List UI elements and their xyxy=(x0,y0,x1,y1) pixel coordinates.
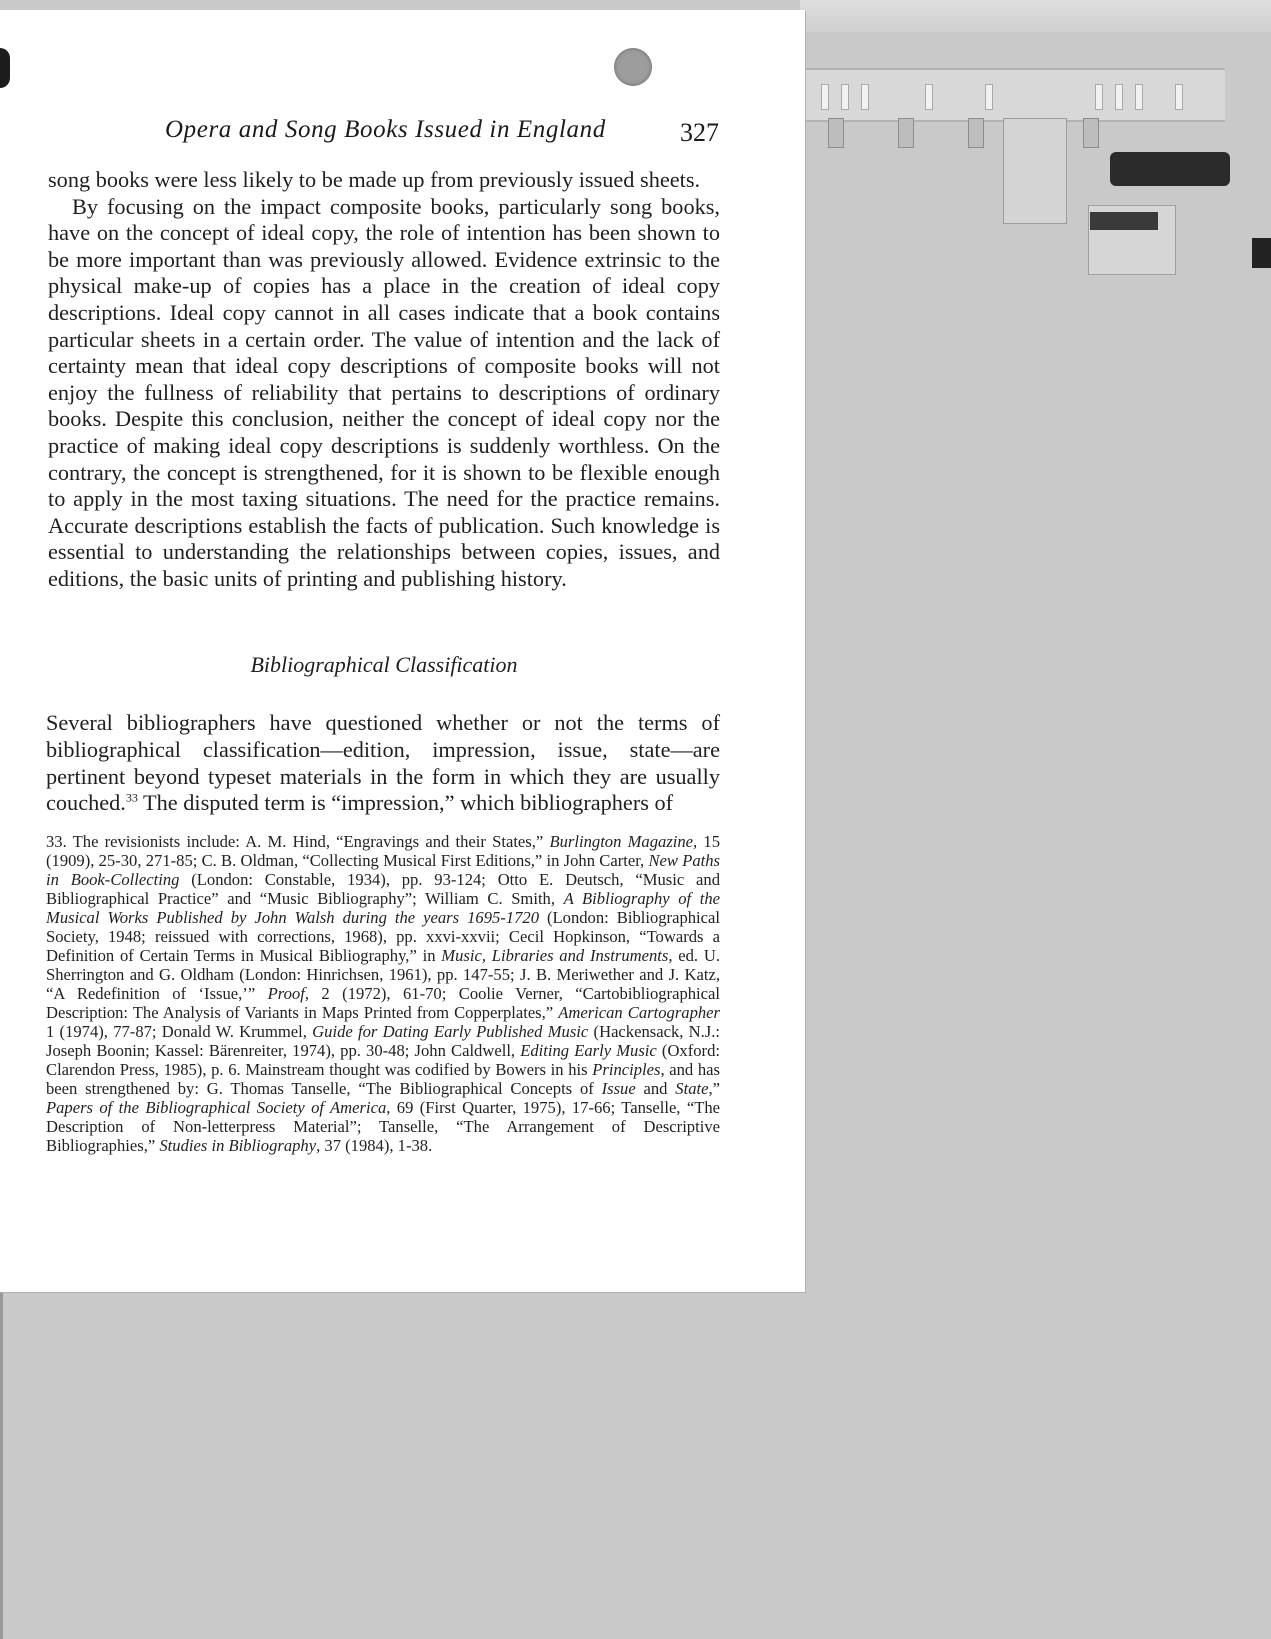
scanner-tab xyxy=(828,118,844,148)
binding-edge-mark xyxy=(0,48,10,88)
footnote-text: (Hackensack, N.J.: Joseph Boonin; Kassel: Bärenreiter, 1974), pp. 30-48; John Caldwell, xyxy=(46,1022,721,1060)
scanner-tab xyxy=(898,118,914,148)
footnote-title: Editing Early Music xyxy=(520,1041,657,1060)
scanned-page xyxy=(0,10,805,1292)
footnote-text: , and has been strengthened by: G. Thomas Tanselle, “The Bibliographical Concepts of xyxy=(46,1060,721,1098)
rail-slot xyxy=(985,84,993,110)
paragraph-conclusion: By focusing on the impact composite books, particularly song books, have on the concept of ideal copy, the role of intention has been shown to be more important than was previously allowed. Evidence extrinsic to the physical make-up of copies has a place in the creation of ideal copy descriptions. Ideal copy cannot in all cases indicate that a book contains particular sheets in a certain order. The value of intention and the lack of certainty mean that ideal copy descriptions of composite books will not enjoy the fullness of reliability that pertains to descriptions of ordinary books. Despite this conclusion, neither the concept of ideal copy nor the practice of making ideal copy descriptions is suddenly worthless. On the contrary, the concept is strengthened, for it is shown to be flexible enough to apply in the most taxing situations. The need for the practice remains. Accurate descriptions establish the facts of publication. Such knowledge is essential to understanding the relationships between copies, issues, and editions, the basic units of printing and publishing history. xyxy=(48,193,720,591)
paragraph-classification xyxy=(46,710,720,817)
footnote-title: A Bibliography of the Musical Works Published by John Walsh during the years 1695-1720 xyxy=(46,889,720,927)
footnote-text: 1 (1974), 77-87; Donald W. Krummel, xyxy=(46,1022,313,1041)
rail-slot xyxy=(1135,84,1143,110)
scanner-latch xyxy=(1003,118,1067,224)
footnote-text: , 2 (1972), 61-70; Coolie Verner, “Cartobibliographical Description: The Analysis of Variants in Maps Printed from Copperplates,” xyxy=(46,984,720,1022)
footnote-text: , 69 (First Quarter, 1975), 17-66; Tanselle, “The Description of Non-letterpress Material”; Tanselle, “The Arrangement of Descriptive Bibliographies,” xyxy=(46,1098,720,1155)
footnote-title: American Cartographer xyxy=(558,1003,720,1022)
scanner-sensor-strip xyxy=(1090,212,1158,230)
paragraph-continuation: song books were less likely to be made up from previously issued sheets. xyxy=(48,167,701,192)
footnote-text: ,” xyxy=(708,1079,720,1098)
footnote-title: Guide for Dating Early Published Music xyxy=(312,1022,589,1041)
footnote-title: Music, Libraries and Instruments xyxy=(441,946,669,965)
section-heading: Bibliographical Classification xyxy=(250,652,518,677)
footnote-title: Principles xyxy=(592,1060,661,1079)
footnote-text: and xyxy=(635,1079,676,1098)
rail-slot xyxy=(1115,84,1123,110)
scanner-tab xyxy=(968,118,984,148)
footnote-33 xyxy=(46,832,720,1155)
scanner-bed-edge xyxy=(0,1290,3,1639)
rail-slot xyxy=(821,84,829,110)
scanner-tab xyxy=(1083,118,1099,148)
rail-slot xyxy=(925,84,933,110)
footnote-title: New Paths in Book-Collecting xyxy=(46,851,720,889)
footnote-title: Issue xyxy=(601,1079,636,1098)
footnote-title: Papers of the Bibliographical Society of America xyxy=(46,1098,387,1117)
rail-slot xyxy=(841,84,849,110)
paragraph-classification-continued: The disputed term is “impression,” which bibliographers of xyxy=(137,790,674,816)
paragraph-classification-text: Several bibliographers have questioned whether or not the terms of bibliographical classification—edition, impression, issue, state—are pertinent beyond typeset materials in the form in which they are usually couched. xyxy=(46,710,720,816)
footnote-text: (London: Constable, 1934), pp. 93-124; Otto E. Deutsch, “Music and Bibliographical Practice” and “Music Bibliography”; William C. Smith, xyxy=(46,870,720,908)
footnote-text: , 37 (1984), 1-38. xyxy=(316,1136,433,1155)
footnote-reference: 33 xyxy=(125,790,138,805)
running-head-title: Opera and Song Books Issued in England xyxy=(165,116,606,143)
rail-slot xyxy=(1175,84,1183,110)
rail-slot xyxy=(861,84,869,110)
footnote-text: 33. The revisionists include: A. M. Hind, “Engravings and their States,” xyxy=(46,832,550,851)
footnote-title: State xyxy=(675,1079,709,1098)
scanner-rail xyxy=(805,68,1225,122)
footnote-text: (London: Bibliographical Society, 1948; reissued with corrections, 1968), pp. xxvi-xxvii; Cecil Hopkinson, “Towards a Definition of Certain Terms in Musical Bibliography,” in xyxy=(46,908,720,965)
footnote-title: Studies in Bibliography xyxy=(159,1136,317,1155)
footnote-title: Proof xyxy=(267,984,305,1003)
page-number: 327 xyxy=(680,118,719,147)
binder-hole xyxy=(614,48,652,86)
footnote-text: , 15 (1909), 25-30, 271-85; C. B. Oldman, “Collecting Musical First Editions,” in John Carter, xyxy=(46,832,720,870)
scanner-roller xyxy=(1110,152,1230,186)
scanner-edge-mark xyxy=(1252,238,1271,268)
footnote-title: Burlington Magazine xyxy=(549,832,694,851)
rail-slot xyxy=(1095,84,1103,110)
footnote-text: (Oxford: Clarendon Press, 1985), p. 6. Mainstream thought was codified by Bowers in his xyxy=(46,1041,720,1079)
body-text-block xyxy=(48,167,720,593)
scanner-lid-edge xyxy=(800,0,1271,32)
footnote-text: , ed. U. Sherrington and G. Oldham (London: Hinrichsen, 1961), pp. 147-55; J. B. Meriwether and J. Katz, “A Redefinition of ‘Issue,’” xyxy=(46,946,720,1003)
